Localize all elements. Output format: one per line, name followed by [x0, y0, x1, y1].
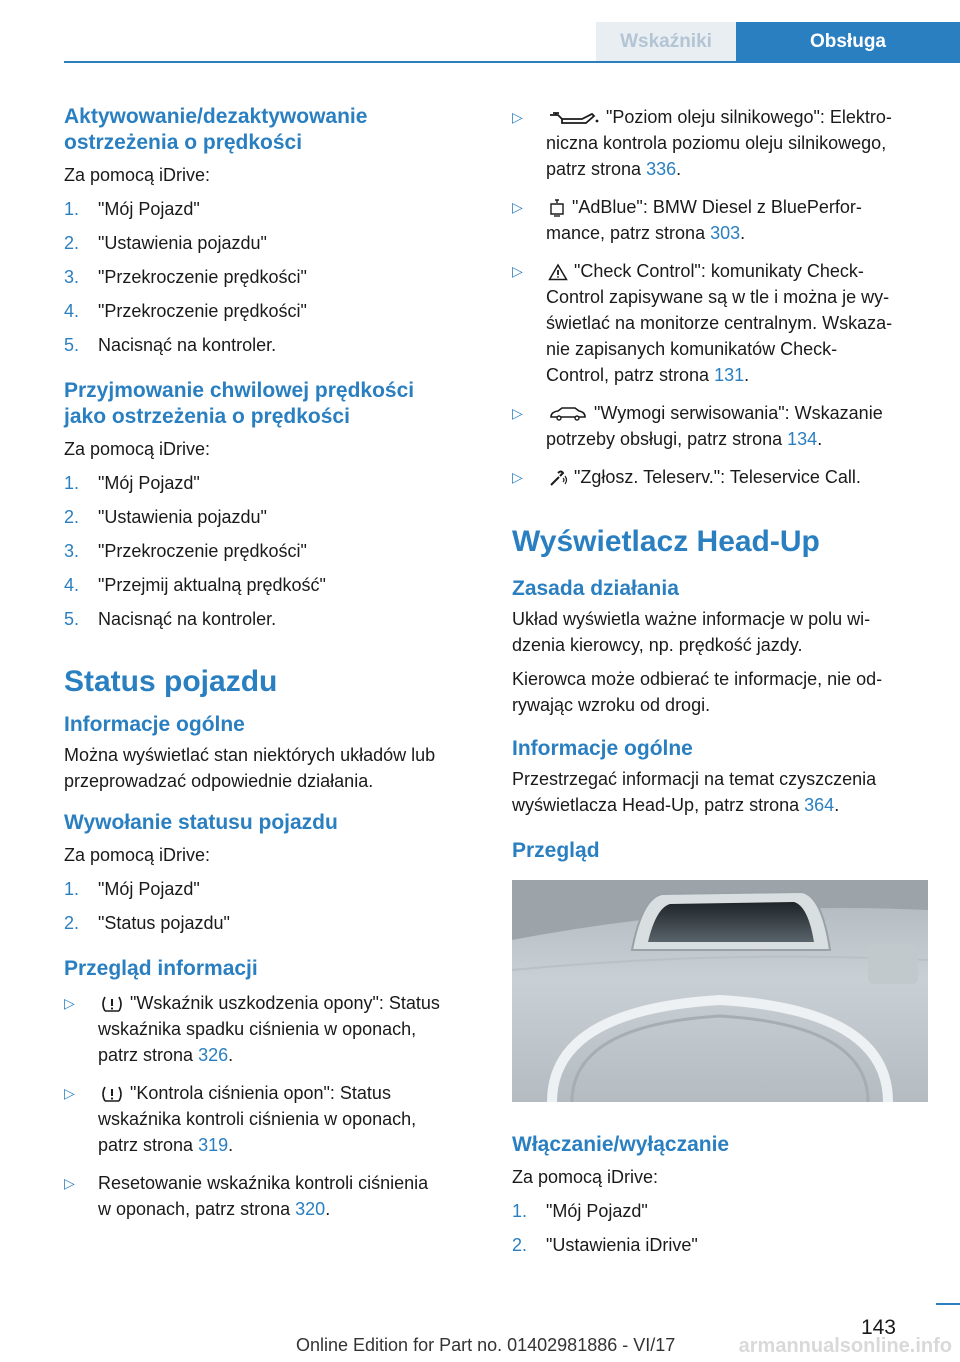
title-line: Przyjmowanie chwilowej prędkości [64, 379, 415, 402]
watermark: armannualsonline.info [738, 1335, 952, 1357]
section-title-onoff: Włączanie/wyłączanie [512, 1133, 730, 1156]
page-link[interactable]: 303 [710, 223, 741, 243]
dashboard-illustration [512, 880, 928, 1102]
steps-list [64, 876, 480, 936]
tire-pressure-icon [100, 1085, 124, 1103]
list-item: 3. "Przekroczenie prędkości" [64, 541, 307, 561]
page-link[interactable]: 336 [646, 159, 677, 179]
warning-triangle-icon [548, 263, 568, 281]
right-column [512, 104, 928, 1258]
edition-text: Online Edition for Part no. 01402981886 - VI/17 [296, 1335, 676, 1355]
list-item: 3. "Przekroczenie prędkości" [64, 267, 307, 287]
steps-list [64, 470, 480, 632]
page-number: 143 [860, 1316, 896, 1339]
page-link[interactable]: 131 [714, 365, 745, 385]
list-item: 4. "Przejmij aktualną prędkość" [64, 575, 326, 595]
list-item: 2. "Status pojazdu" [64, 913, 230, 933]
section-title-adopt-speed [64, 378, 480, 430]
adblue-icon [548, 198, 566, 218]
title-line: ostrzeżenia o prędkości [64, 131, 303, 154]
list-item: 2. "Ustawienia pojazdu" [64, 507, 267, 527]
body-text: Kierowca może odbierać te informacje, nie od- rywając wzroku od drogi. [512, 669, 883, 715]
list-item: 2. "Ustawienia iDrive" [512, 1235, 698, 1255]
list-item: ▷ "Zgłosz. Teleserv.": Teleservice Call. [512, 467, 861, 487]
page-link[interactable]: 320 [295, 1199, 326, 1219]
tire-warning-icon [100, 995, 124, 1013]
list-item: 1. "Mój Pojazd" [64, 473, 200, 493]
oil-can-icon [548, 110, 600, 126]
list-item: ▷ "Wymogi serwisowania": Wskazanie potrzeby obsługi, patrz strona 134. [512, 403, 883, 449]
section-title-overview: Przegląd [512, 839, 600, 862]
bullet-list [64, 990, 480, 1222]
list-item: 1. "Mój Pojazd" [64, 879, 200, 899]
page-link[interactable]: 364 [804, 795, 835, 815]
chapter-title-status: Status pojazdu [64, 665, 278, 698]
service-car-icon [548, 406, 588, 422]
tab-wskazniki[interactable]: Wskaźniki [596, 22, 736, 62]
steps-list [64, 196, 480, 358]
page-link[interactable]: 319 [198, 1135, 229, 1155]
page-link[interactable]: 326 [198, 1045, 229, 1065]
intro-text: Za pomocą iDrive: [512, 1167, 659, 1187]
list-item: 4. "Przekroczenie prędkości" [64, 301, 307, 321]
section-title-general: Informacje ogólne [512, 737, 693, 760]
body-text: Przestrzegać informacji na temat czyszczenia wyświetlacza Head-Up, patrz strona 364. [512, 769, 877, 815]
intro-text: Za pomocą iDrive: [64, 845, 211, 865]
teleservice-wrench-icon [548, 469, 568, 487]
list-item: ▷ "Wskaźnik uszkodzenia opony": Status wskaźnika spadku ciśnienia w oponach, patrz strona 326. [64, 993, 440, 1065]
body-text: Układ wyświetla ważne informacje w polu wi- dzenia kierowcy, np. prędkość jazdy. [512, 609, 871, 655]
tab-obsluga[interactable]: Obsługa [736, 22, 960, 62]
list-item: ▷ Resetowanie wskaźnika kontroli ciśnienia w oponach, patrz strona 320. [64, 1173, 429, 1219]
list-item: 2. "Ustawienia pojazdu" [64, 233, 267, 253]
section-title-general: Informacje ogólne [64, 713, 245, 736]
intro-text: Za pomocą iDrive: [64, 165, 211, 185]
list-item: 1. "Mój Pojazd" [512, 1201, 648, 1221]
section-title-principle: Zasada działania [512, 577, 679, 600]
steps-list [512, 1198, 928, 1258]
list-item: ▷ "AdBlue": BMW Diesel z BluePerfor- mance, patrz strona 303. [512, 197, 862, 243]
hud-dashboard-photo [512, 880, 928, 1102]
section-title-speed-warning [64, 104, 480, 156]
list-item: 5. Nacisnąć na kontroler. [64, 609, 277, 629]
list-item: 5. Nacisnąć na kontroler. [64, 335, 277, 355]
intro-text: Za pomocą iDrive: [64, 439, 211, 459]
list-item: ▷ "Check Control": komunikaty Check- Control zapisywane są w tle i można je wy- świetlać na monitorze centralnym. Wskaza- nie zapisanych komunikatów Check- Control, patrz strona 131. [512, 261, 893, 385]
footer-rule [936, 1303, 960, 1305]
section-title-overview: Przegląd informacji [64, 957, 258, 980]
page-link[interactable]: 134 [787, 429, 818, 449]
section-title-call-status: Wywołanie statusu pojazdu [64, 811, 338, 834]
body-text: Można wyświetlać stan niektórych układów lub przeprowadzać odpowiednie działania. [64, 745, 436, 791]
list-item: 1. "Mój Pojazd" [64, 199, 200, 219]
list-item: ▷ "Kontrola ciśnienia opon": Status wskaźnika kontroli ciśnienia w oponach, patrz strona 319. [64, 1083, 417, 1155]
list-item: ▷ "Poziom oleju silnikowego": Elektro- niczna kontrola poziomu oleju silnikowego, patrz strona 336. [512, 107, 892, 179]
left-column [64, 104, 480, 1222]
header-rule [64, 61, 960, 63]
chapter-title-hud: Wyświetlacz Head-Up [512, 525, 820, 558]
title-line: Aktywowanie/dezaktywowanie [64, 105, 368, 128]
bullet-list [512, 104, 928, 490]
title-line: jako ostrzeżenia o prędkości [64, 405, 350, 428]
